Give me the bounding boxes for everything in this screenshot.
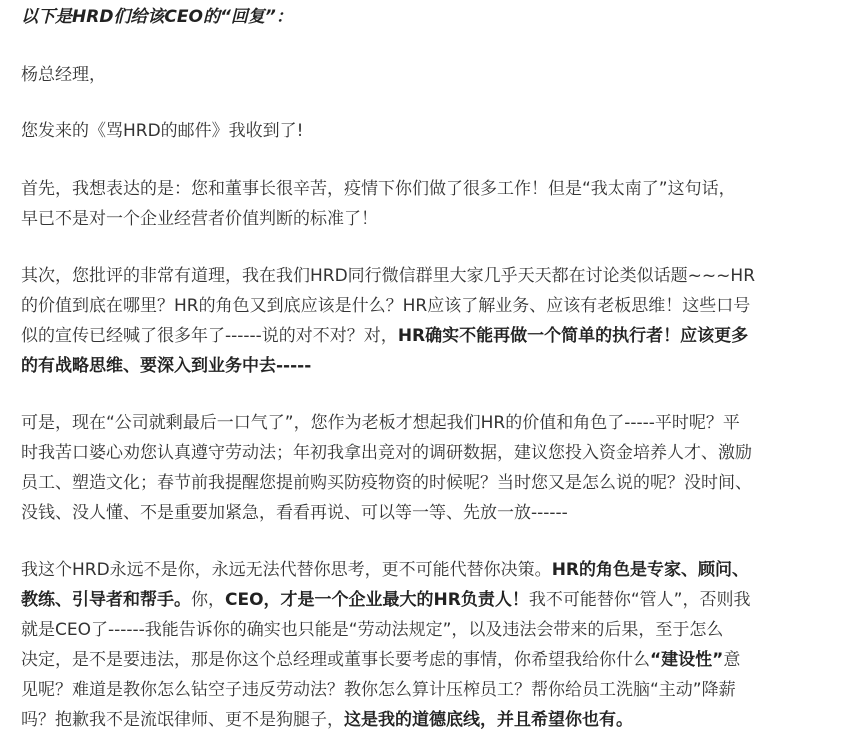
bold-text: 的有战略思维、要深入到业务中去----- — [21, 356, 312, 376]
text-span: 似的宣传已经喊了很多年了------说的对不对？对， — [21, 326, 398, 346]
bold-text: HR确实不能再做一个简单的执行者！应该更多 — [397, 326, 749, 346]
paragraph-2-line: 首先，我想表达的是：您和董事长很辛苦，疫情下你们做了很多工作！但是“我太南了”这句话， — [21, 179, 736, 199]
bold-text: CEO，才是一个企业最大的HR负责人！ — [225, 590, 529, 610]
paragraph-5-line — [21, 557, 749, 583]
text-span: 我这个HRD永远不是你，永远无法代替你思考，更不可能代替你决策。 — [21, 560, 552, 580]
paragraph-2-line: 早已不是对一个企业经营者价值判断的标准了！ — [21, 209, 378, 229]
bold-text: “建设性” — [650, 650, 724, 670]
paragraph-4-line: 没钱、没人懂、不是重要加紧急，看看再说、可以等一等、先放一放------ — [21, 503, 568, 523]
bold-text: 教练、引导者和帮手。 — [21, 590, 191, 610]
paragraph-1: 您发来的《骂HRD的邮件》我收到了! — [21, 121, 304, 141]
text-span: 意 — [723, 650, 741, 670]
text-span: 吗？抱歉我不是流氓律师、更不是狗腿子， — [21, 710, 344, 730]
paragraph-3-line: 其次，您批评的非常有道理，我在我们HRD同行微信群里大家几乎天天都在讨论类似话题~~~HR — [21, 266, 756, 286]
heading: 以下是HRD们给该CEO的“回复”： — [21, 7, 293, 27]
paragraph-5-line — [21, 647, 740, 673]
paragraph-4-line: 员工、塑造文化；春节前我提醒您提前购买防疫物资的时候呢？当时您又是怎么说的呢？没时间、 — [21, 473, 752, 493]
paragraph-5-line — [21, 707, 633, 733]
paragraph-5-line: 见呢？难道是教你怎么钻空子违反劳动法？教你怎么算计压榨员工？帮你给员工洗脑“主动”降薪 — [21, 680, 736, 700]
paragraph-5-line: 就是CEO了------我能告诉你的确实也只能是“劳动法规定”，以及违法会带来的后果，至于怎么 — [21, 620, 724, 640]
paragraph-4-line: 时我苦口婆心劝您认真遵守劳动法；年初我拿出竞对的调研数据，建议您投入资金培养人才、激励 — [21, 443, 752, 463]
text-span: 决定，是不是要违法，那是你这个总经理或董事长要考虑的事情，你希望我给你什么 — [21, 650, 650, 670]
paragraph-3-line — [21, 323, 748, 349]
text-span: 你， — [191, 590, 225, 610]
paragraph-3-line — [21, 353, 311, 379]
paragraph-5-line — [21, 587, 750, 613]
paragraph-3-line: 的价值到底在哪里？HR的角色又到底应该是什么？HR应该了解业务、应该有老板思维！这些口号 — [21, 296, 751, 316]
salutation: 杨总经理， — [21, 65, 106, 85]
bold-text: HR的角色是专家、顾问、 — [551, 560, 750, 580]
paragraph-4-line: 可是，现在“公司就剩最后一口气了”，您作为老板才想起我们HR的价值和角色了-----平时呢？平 — [21, 413, 740, 433]
bold-text: 这是我的道德底线，并且希望你也有。 — [344, 710, 633, 730]
text-span: 我不可能替你“管人”，否则我 — [528, 590, 751, 610]
